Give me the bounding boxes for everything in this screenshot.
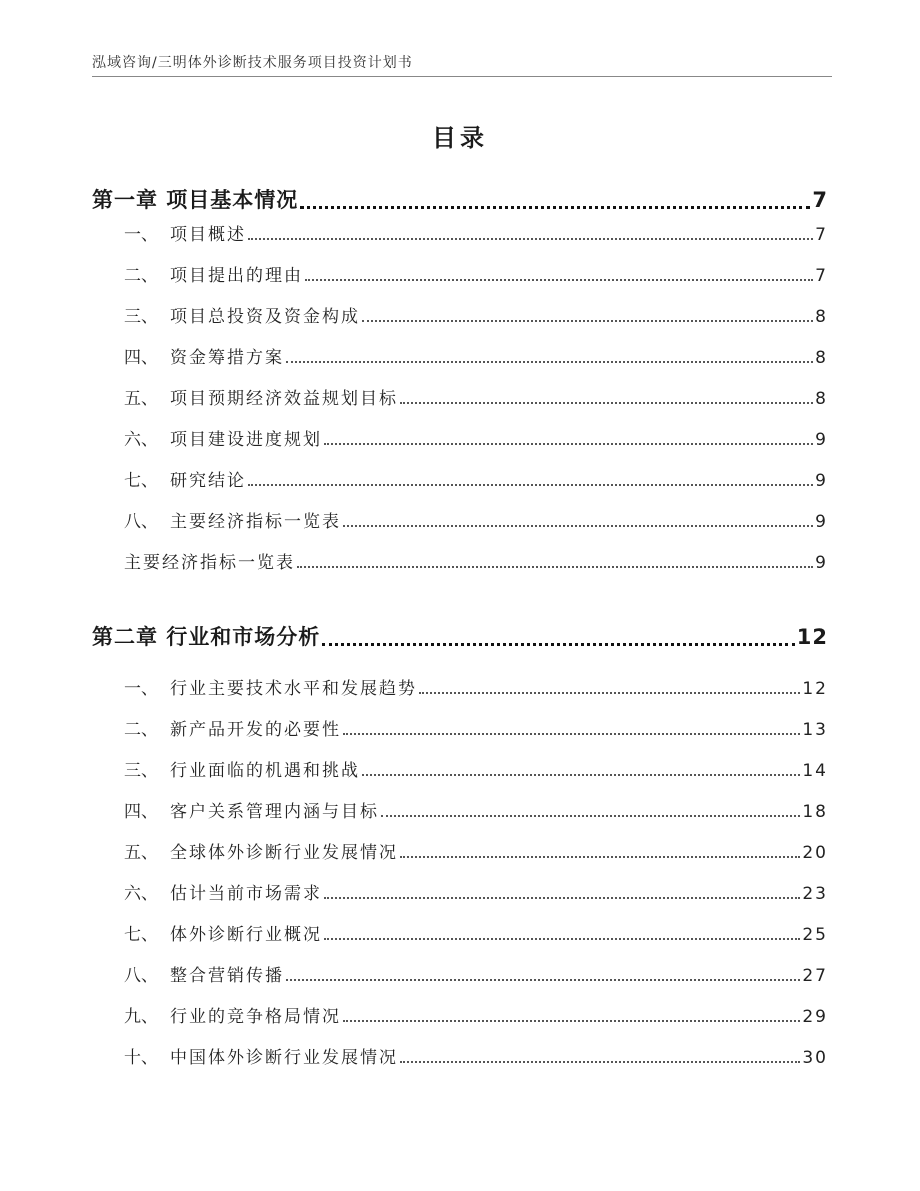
toc-entry-number: 一、 [124,225,158,245]
toc-page-number: 14 [802,761,828,781]
toc-entry-label: 行业主要技术水平和发展趋势 [170,679,417,699]
dot-leader [248,484,813,486]
toc-entry-label: 项目建设进度规划 [170,430,322,450]
toc-page-number: 8 [815,307,828,327]
toc-page-number: 23 [802,884,828,904]
toc-entry-number: 二、 [124,266,158,286]
dot-leader [324,897,800,899]
toc-entry-number: 九、 [124,1007,158,1027]
toc-entry-number: 五、 [124,843,158,863]
dot-leader [419,692,800,694]
toc-entry-label: 主要经济指标一览表 [124,553,295,573]
dot-leader [362,774,800,776]
dot-leader [400,402,813,404]
toc-section-entry[interactable] [124,797,828,822]
dot-leader [248,238,813,240]
toc-entry-number: 五、 [124,389,158,409]
toc-page-number: 30 [802,1048,828,1068]
toc-section-entry[interactable] [124,961,828,986]
toc-section-entry[interactable] [124,302,828,327]
dot-leader [286,979,800,981]
toc-section-entry[interactable] [124,715,828,740]
dot-leader [381,815,800,817]
dot-leader [322,643,794,646]
toc-page-number: 27 [802,966,828,986]
toc-page-number: 20 [802,843,828,863]
toc-section-entry[interactable] [124,756,828,781]
toc-section-entry[interactable] [124,466,828,491]
toc-chapter-entry[interactable] [92,621,828,651]
toc-entry-number: 三、 [124,761,158,781]
page-title: 目录 [432,124,488,152]
toc-page-number: 9 [815,430,828,450]
toc-entry-number: 七、 [124,925,158,945]
toc-page-number: 12 [802,679,828,699]
toc-page-number: 18 [802,802,828,822]
toc-entry-number: 四、 [124,348,158,368]
dot-leader [297,566,813,568]
toc-page-number: 7 [812,188,828,212]
dot-leader [343,525,813,527]
toc-page-number: 29 [802,1007,828,1027]
dot-leader [324,443,813,445]
toc-entry-number: 一、 [124,679,158,699]
toc-section-entry[interactable] [124,838,828,863]
toc-page-number: 8 [815,389,828,409]
toc-entry-number: 三、 [124,307,158,327]
toc-entry-number: 六、 [124,884,158,904]
toc-entry-label: 资金筹措方案 [170,348,284,368]
toc-entry-number: 十、 [124,1048,158,1068]
toc-page-number: 12 [796,625,828,649]
toc-section-entry[interactable] [124,220,828,245]
toc-entry-label: 行业面临的机遇和挑战 [170,761,360,781]
toc-entry-label: 项目总投资及资金构成 [170,307,360,327]
toc-section-entry[interactable] [124,1043,828,1068]
toc-section-entry[interactable] [124,1002,828,1027]
toc-page-number: 8 [815,348,828,368]
toc-page-number: 25 [802,925,828,945]
toc-entry-label: 客户关系管理内涵与目标 [170,802,379,822]
toc-entry-label: 估计当前市场需求 [170,884,322,904]
toc-entry-label: 项目概述 [170,225,246,245]
toc-section-entry[interactable] [124,507,828,532]
toc-page-number: 9 [815,512,828,532]
dot-leader [400,856,800,858]
toc-section-entry[interactable] [124,879,828,904]
dot-leader [343,1020,800,1022]
toc-section-entry[interactable] [124,425,828,450]
toc-page-number: 13 [802,720,828,740]
dot-leader [286,361,813,363]
toc-entry-label: 行业的竞争格局情况 [170,1007,341,1027]
dot-leader [300,206,810,209]
toc-entry-label: 全球体外诊断行业发展情况 [170,843,398,863]
toc-entry-label: 研究结论 [170,471,246,491]
toc-entry-number: 七、 [124,471,158,491]
running-header: 泓域咨询/三明体外诊断技术服务项目投资计划书 [92,55,413,71]
toc-section-entry[interactable] [124,343,828,368]
toc-page-number: 7 [815,225,828,245]
toc-entry-number: 八、 [124,512,158,532]
toc-entry-label: 主要经济指标一览表 [170,512,341,532]
toc-page-number: 9 [815,553,828,573]
toc-entry-number: 六、 [124,430,158,450]
toc-section-entry[interactable] [124,548,828,573]
toc-entry-number: 二、 [124,720,158,740]
toc-page-number: 9 [815,471,828,491]
toc-section-entry[interactable] [124,920,828,945]
toc-entry-label: 中国体外诊断行业发展情况 [170,1048,398,1068]
dot-leader [305,279,813,281]
toc-entry-number: 四、 [124,802,158,822]
toc-section-entry[interactable] [124,674,828,699]
toc-chapter-entry[interactable] [92,184,828,214]
toc-entry-label: 第一章 项目基本情况 [92,188,299,212]
dot-leader [343,733,800,735]
dot-leader [400,1061,800,1063]
toc-entry-label: 体外诊断行业概况 [170,925,322,945]
dot-leader [324,938,800,940]
toc-entry-number: 八、 [124,966,158,986]
toc-entry-label: 整合营销传播 [170,966,284,986]
toc-entry-label: 第二章 行业和市场分析 [92,625,321,649]
toc-entry-label: 项目预期经济效益规划目标 [170,389,398,409]
dot-leader [362,320,813,322]
toc-entry-label: 新产品开发的必要性 [170,720,341,740]
toc-entry-label: 项目提出的理由 [170,266,303,286]
toc-section-entry[interactable] [124,261,828,286]
toc-section-entry[interactable] [124,384,828,409]
toc-page-number: 7 [815,266,828,286]
